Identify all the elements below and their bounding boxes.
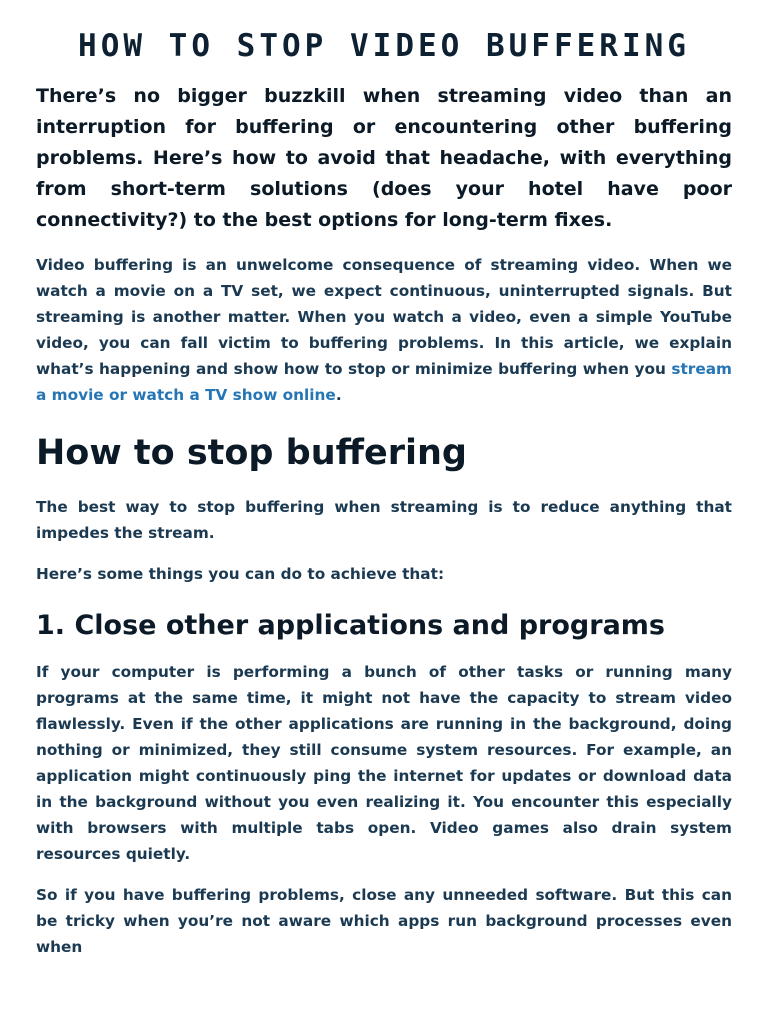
close-apps-paragraph-1: If your computer is performing a bunch of other tasks or running many programs at the same time, it might not have the capacity to stream video flawlessly. Even if the other applications are running in the background, doing nothing or minimized, they still consume system resources. For example, an application might continuously ping the internet for updates or download data in the background without you even realizing it. You encounter this especially with browsers with multiple tabs open. Video games also drain system resources quietly. (36, 663, 732, 863)
intro-end: . (335, 386, 342, 404)
close-apps-paragraph-2: So if you have buffering problems, close any unneeded software. But this can be tricky when you’re not aware which apps run background processes even when (36, 886, 732, 956)
section-heading: How to stop buffering (36, 433, 467, 473)
best-way-paragraph: The best way to stop buffering when streaming is to reduce anything that impedes the stream. (36, 498, 732, 542)
subheading-close-apps: 1. Close other applications and programs (36, 610, 665, 641)
intro-text: Video buffering is an unwelcome consequence of streaming video. When we watch a movie on a TV set, we expect continuous, uninterrupted signals. But streaming is another matter. When you watch a video, even a simple YouTube video, you can fall victim to buffering problems. In this article, we explain what’s happening and show how to stop or minimize buffering when you (36, 256, 732, 378)
stream-movie-link[interactable]: stream a movie or watch a TV show online (36, 360, 732, 404)
article (36, 0, 732, 960)
intro-paragraph (36, 252, 732, 408)
article-title: HOW TO STOP VIDEO BUFFERING (78, 28, 690, 64)
things-intro-paragraph: Here’s some things you can do to achieve that: (36, 565, 445, 583)
lead-paragraph: There’s no bigger buzzkill when streaming video than an interruption for buffering or encountering other buffering problems. Here’s how to avoid that headache, with everything from short-term solutions (does your hotel have poor connectivity?) to the best options for long-term fixes. (36, 85, 732, 231)
